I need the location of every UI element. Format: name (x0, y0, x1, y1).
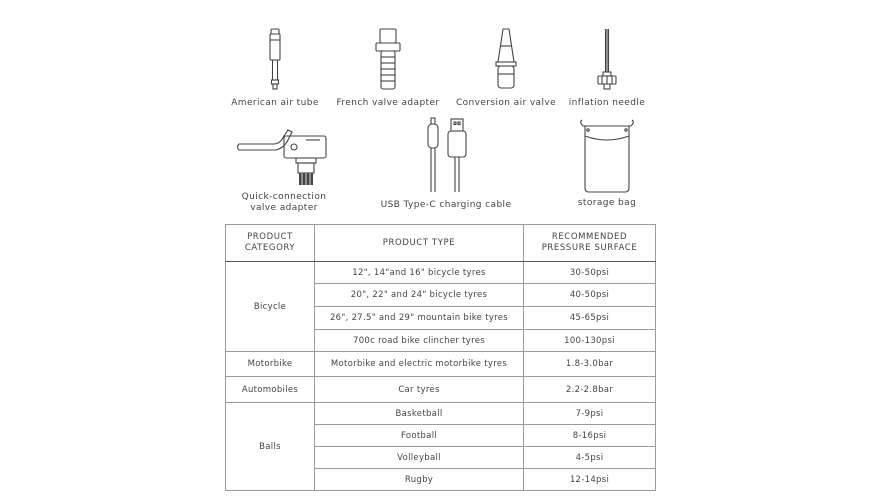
header-pressure-line2: PRESSURE SURFACE (541, 243, 638, 253)
usb-c-cable-icon (416, 116, 476, 194)
header-pressure-line1: RECOMMENDED (551, 232, 628, 242)
accessory-storage-bag (560, 118, 654, 209)
french-valve-adapter-label: French valve adapter (336, 98, 440, 108)
header-recommended-pressure (524, 225, 656, 262)
accessory-american-air-tube (225, 28, 325, 109)
type-cell: Rugby (315, 469, 524, 491)
type-cell: Volleyball (315, 447, 524, 469)
accessory-conversion-air-valve (452, 28, 560, 109)
pressure-cell: 45-65psi (524, 307, 656, 330)
type-cell: 26", 27.5" and 29" mountain bike tyres (315, 307, 524, 330)
type-cell: 12", 14"and 16" bicycle tyres (315, 262, 524, 284)
quick-connection-label-line1: Quick-connection (241, 192, 327, 202)
pressure-cell: 4-5psi (524, 447, 656, 469)
header-product-type: PRODUCT TYPE (315, 225, 524, 262)
header-product-category (226, 225, 315, 262)
french-valve-adapter-icon (373, 28, 403, 92)
pressure-cell: 100-130psi (524, 330, 656, 352)
type-cell: 20", 22" and 24" bicycle tyres (315, 284, 524, 307)
accessory-inflation-needle (562, 28, 652, 109)
type-cell: Motorbike and electric motorbike tyres (315, 352, 524, 377)
table-row (226, 352, 656, 377)
accessory-quick-connection-valve-adapter (225, 126, 343, 214)
usb-c-cable-label: USB Type-C charging cable (380, 200, 512, 210)
pressure-cell: 30-50psi (524, 262, 656, 284)
category-cell: Motorbike (226, 352, 315, 377)
category-cell: Automobiles (226, 377, 315, 403)
table-row (226, 262, 656, 284)
inflation-needle-icon (595, 28, 619, 92)
type-cell: Car tyres (315, 377, 524, 403)
table-row (226, 377, 656, 403)
accessory-french-valve-adapter (330, 28, 446, 109)
pressure-cell: 2.2-2.8bar (524, 377, 656, 403)
storage-bag-label: storage bag (577, 198, 637, 208)
type-cell: 700c road bike clincher tyres (315, 330, 524, 352)
pressure-cell: 40-50psi (524, 284, 656, 307)
pressure-cell: 1.8-3.0bar (524, 352, 656, 377)
quick-connection-valve-adapter-label (225, 192, 343, 214)
american-air-tube-label: American air tube (231, 98, 319, 108)
conversion-air-valve-icon (491, 28, 521, 92)
quick-connection-valve-adapter-icon (234, 126, 334, 188)
american-air-tube-icon (265, 28, 285, 92)
header-category-line2: CATEGORY (244, 243, 296, 253)
accessory-usb-c-cable (376, 116, 516, 211)
inflation-needle-label: inflation needle (568, 98, 646, 108)
storage-bag-icon (577, 118, 637, 194)
header-category-line1: PRODUCT (247, 232, 293, 242)
category-cell: Balls (226, 403, 315, 491)
table-row (226, 403, 656, 425)
conversion-air-valve-label: Conversion air valve (455, 98, 557, 108)
pressure-cell: 7-9psi (524, 403, 656, 425)
category-cell: Bicycle (226, 262, 315, 352)
pressure-cell: 8-16psi (524, 425, 656, 447)
type-cell: Football (315, 425, 524, 447)
type-cell: Basketball (315, 403, 524, 425)
pressure-table (225, 224, 656, 491)
quick-connection-label-line2: valve adapter (250, 203, 318, 213)
pressure-cell: 12-14psi (524, 469, 656, 491)
table-header-row (226, 225, 656, 262)
